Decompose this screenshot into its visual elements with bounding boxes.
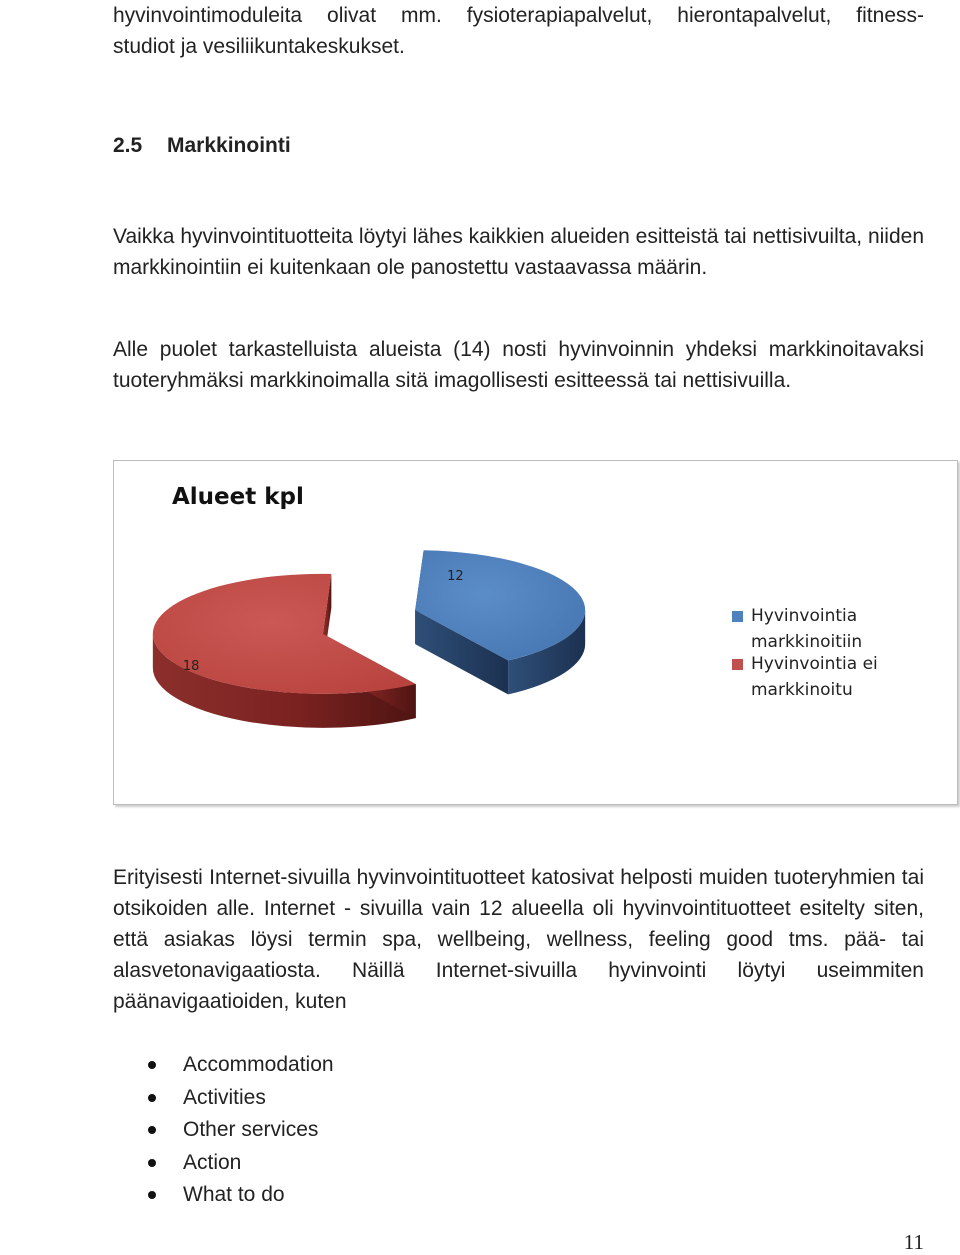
bullet-item: What to do xyxy=(113,1179,334,1212)
intro-line-2: studiot ja vesiliikuntakeskukset. xyxy=(113,35,405,58)
intro-line-1: hyvinvointimoduleita olivat mm. fysioterapiapalvelut, hierontapalvelut, fitness- xyxy=(113,4,924,27)
pie-data-label: 18 xyxy=(182,658,200,674)
section-number: 2.5 xyxy=(113,134,143,157)
legend-label: markkinoitu xyxy=(751,680,853,700)
section-title: Markkinointi xyxy=(167,134,291,157)
chart-legend xyxy=(732,606,878,700)
pie-chart xyxy=(113,460,958,805)
legend-swatch xyxy=(732,611,743,622)
legend-label: markkinoitiin xyxy=(751,632,863,652)
section-heading xyxy=(113,130,291,161)
pie-slices xyxy=(153,550,585,728)
navigation-bullet-list xyxy=(113,1049,334,1212)
bullet-item: Other services xyxy=(113,1114,334,1147)
page-number: 11 xyxy=(903,1230,924,1254)
legend-swatch xyxy=(732,659,743,670)
legend-label: Hyvinvointia xyxy=(751,606,858,626)
intro-paragraph xyxy=(113,0,924,62)
bullet-item: Activities xyxy=(113,1082,334,1115)
chart-title: Alueet kpl xyxy=(172,484,304,510)
bullet-item: Action xyxy=(113,1147,334,1180)
paragraph-1: Vaikka hyvinvointituotteita löytyi lähes kaikkien alueiden esitteistä tai nettisivuilta, niiden markkinointiin ei kuitenkaan ole panostettu vastaavassa määrin. xyxy=(113,225,924,279)
pie-data-label: 12 xyxy=(447,569,464,585)
legend-label: Hyvinvointia ei xyxy=(751,654,878,674)
paragraph-2: Alle puolet tarkastelluista alueista (14) nosti hyvinvoinnin yhdeksi markkinoitavaksi tuoteryhmäksi markkinoimalla sitä imagollisesti esitteessä tai nettisivuilla. xyxy=(113,338,924,392)
paragraph-3: Erityisesti Internet-sivuilla hyvinvointituotteet katosivat helposti muiden tuoteryhmien tai otsikoiden alle. Internet - sivuilla vain 12 alueella oli hyvinvointituotteet esitelty siten, että asiakas löysi termin spa, wellbeing, wellness, feeling good tms. pää- tai alasvetonavigaatiosta. Näillä Internet-sivuilla hyvinvointi löytyi useimmiten päänavigaatioiden, kuten xyxy=(113,866,924,1013)
pie-chart-svg xyxy=(114,461,959,806)
bullet-item: Accommodation xyxy=(113,1049,334,1082)
